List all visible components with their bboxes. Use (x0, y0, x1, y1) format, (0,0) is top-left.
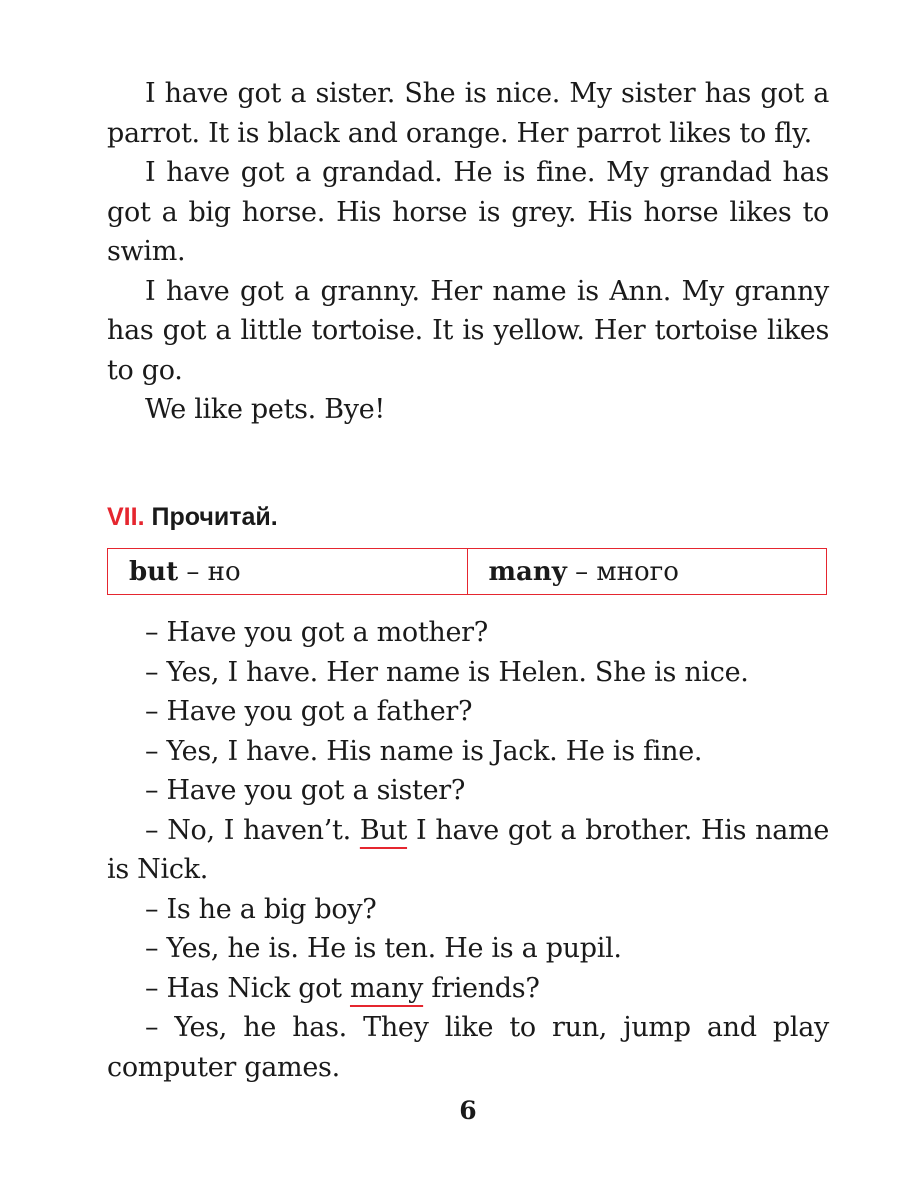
dialog-line (107, 969, 829, 1009)
textbook-page (107, 0, 838, 1200)
dialog-text (107, 613, 838, 1087)
dialog-line: – Yes, I have. His name is Jack. He is fine. (145, 735, 703, 767)
dialog-line (107, 811, 838, 890)
underlined-word-many: many (349, 972, 424, 1004)
dialog-segment: – Has Nick got (145, 972, 350, 1004)
vocab-term: but (129, 556, 179, 587)
exercise-heading (107, 500, 278, 534)
vocab-translation: много (596, 556, 679, 587)
vocab-dash: – (178, 556, 208, 587)
paragraph: I have got a granny. Her name is Ann. My granny has got a little tortoise. It is yellow. Her tortoise likes to go. (107, 275, 829, 386)
dialog-line: – Have you got a sister? (145, 775, 466, 806)
vocabulary-table (107, 548, 827, 595)
paragraph: I have got a sister. She is nice. My sister has got a parrot. It is black and orange. Her parrot likes to fly. (107, 78, 829, 149)
page-number: 6 (459, 1096, 477, 1125)
dialog-segment: I have got a brother. His name is Nick. (107, 814, 838, 885)
paragraph: I have got a grandad. He is fine. My grandad has got a big horse. His horse is grey. His horse likes to swim. (107, 157, 829, 267)
vocab-cell (467, 549, 827, 594)
paragraph: We like pets. Bye! (145, 394, 385, 425)
dialog-line: – Yes, I have. Her name is Helen. She is nice. (145, 656, 749, 688)
reading-text (107, 74, 829, 430)
dialog-line: – Have you got a mother? (145, 617, 488, 648)
vocab-cell (108, 549, 467, 594)
vocab-dash: – (566, 556, 597, 587)
vocab-translation: но (207, 556, 241, 587)
dialog-segment: friends? (423, 972, 540, 1004)
exercise-title: Прочитай. (151, 503, 278, 531)
underlined-word-but: But (359, 814, 408, 846)
exercise-number: VII. (107, 503, 145, 531)
dialog-line: – Yes, he is. He is ten. He is a pupil. (145, 933, 622, 964)
dialog-line: – Is he a big boy? (145, 893, 377, 925)
dialog-line: – Yes, he has. They like to run, jump and play computer games. (107, 1012, 829, 1083)
dialog-segment: – No, I haven’t. (145, 814, 360, 846)
vocab-term: many (488, 556, 567, 587)
dialog-line: – Have you got a father? (145, 696, 473, 727)
